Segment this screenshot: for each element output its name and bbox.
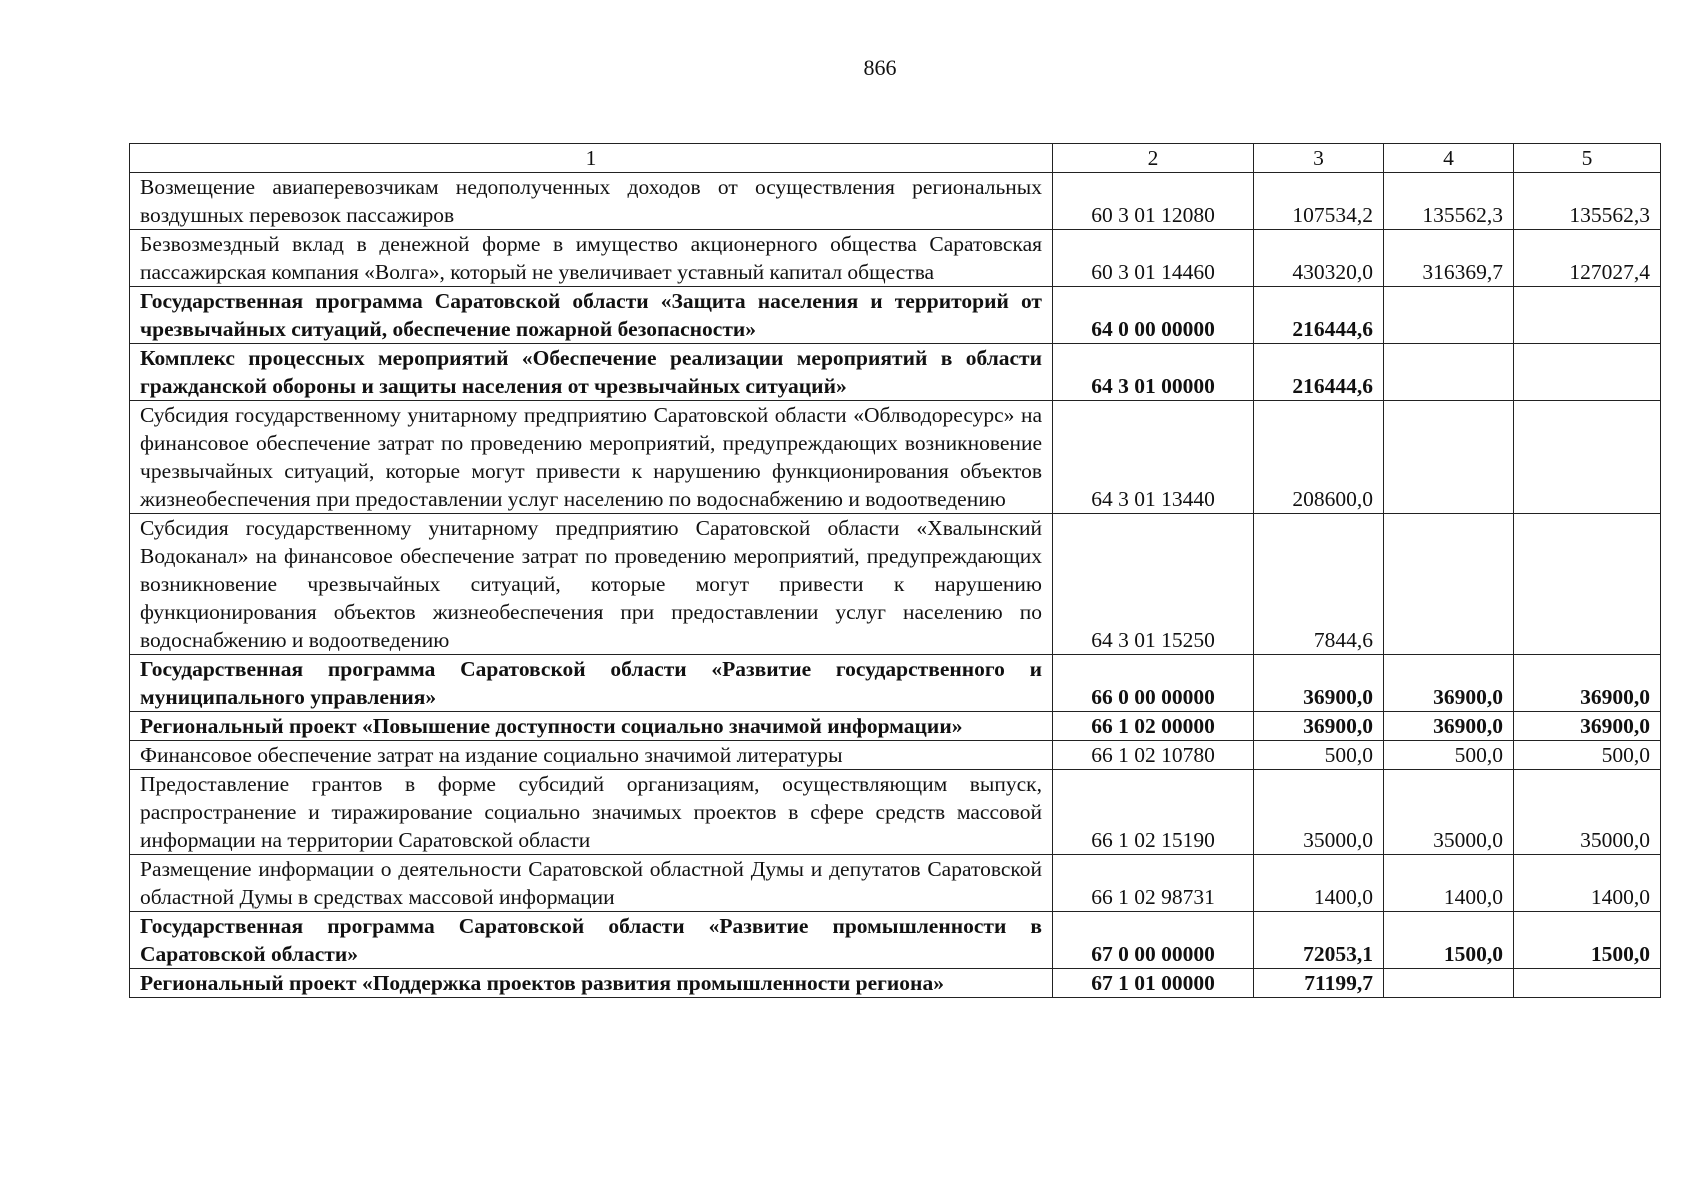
row-value-col5-cell: 1500,0 <box>1514 912 1661 969</box>
row-code-cell: 66 1 02 15190 <box>1053 770 1254 855</box>
row-name-cell: Государственная программа Саратовской области «Развитие государственного и муниципального управления» <box>130 655 1053 712</box>
row-name-cell: Предоставление грантов в форме субсидий организациям, осуществляющим выпуск, распространение и тиражирование социально значимых проектов в сфере средств массовой информации на территории Саратовской области <box>130 770 1053 855</box>
row-value-col5-cell: 36900,0 <box>1514 655 1661 712</box>
page-number: 866 <box>863 55 897 80</box>
row-value-col4-cell: 500,0 <box>1384 741 1514 770</box>
column-header-4: 4 <box>1384 144 1514 173</box>
row-value-col5-cell: 500,0 <box>1514 741 1661 770</box>
column-header-2: 2 <box>1053 144 1254 173</box>
row-value-col3-cell: 71199,7 <box>1254 969 1384 998</box>
row-value-col3-cell: 1400,0 <box>1254 855 1384 912</box>
row-value-col4-cell <box>1384 287 1514 344</box>
row-value-col3-cell: 7844,6 <box>1254 514 1384 655</box>
row-value-col3-cell: 107534,2 <box>1254 173 1384 230</box>
row-code-cell: 66 1 02 10780 <box>1053 741 1254 770</box>
table-row <box>130 855 1661 912</box>
row-name-cell: Финансовое обеспечение затрат на издание социально значимой литературы <box>130 741 1053 770</box>
row-value-col4-cell: 35000,0 <box>1384 770 1514 855</box>
row-value-col5-cell <box>1514 344 1661 401</box>
table-row <box>130 230 1661 287</box>
row-value-col3-cell: 35000,0 <box>1254 770 1384 855</box>
row-value-col3-cell: 430320,0 <box>1254 230 1384 287</box>
row-code-cell: 60 3 01 12080 <box>1053 173 1254 230</box>
column-header-1: 1 <box>130 144 1053 173</box>
row-name-cell: Субсидия государственному унитарному предприятию Саратовской области «Хвалынский Водоканал» на финансовое обеспечение затрат по проведению мероприятий, предупреждающих возникновение чрезвычайных ситуаций, которые могут привести к нарушению функционирования объектов жизнеобеспечения при предоставлении услуг населению по водоснабжению и водоотведению <box>130 514 1053 655</box>
row-value-col3-cell: 216444,6 <box>1254 344 1384 401</box>
column-header-5: 5 <box>1514 144 1661 173</box>
row-name-cell: Комплекс процессных мероприятий «Обеспечение реализации мероприятий в области гражданской обороны и защиты населения от чрезвычайных ситуаций» <box>130 344 1053 401</box>
table-row <box>130 770 1661 855</box>
table-row <box>130 173 1661 230</box>
row-code-cell: 64 3 01 15250 <box>1053 514 1254 655</box>
row-value-col4-cell: 1400,0 <box>1384 855 1514 912</box>
row-value-col4-cell <box>1384 969 1514 998</box>
row-value-col4-cell: 36900,0 <box>1384 655 1514 712</box>
table-row <box>130 514 1661 655</box>
table-row <box>130 712 1661 741</box>
table-header-row <box>130 144 1661 173</box>
table-row <box>130 912 1661 969</box>
row-name-cell: Размещение информации о деятельности Саратовской областной Думы и депутатов Саратовской областной Думы в средствах массовой информации <box>130 855 1053 912</box>
row-name-cell: Государственная программа Саратовской области «Развитие промышленности в Саратовской области» <box>130 912 1053 969</box>
row-name-cell: Государственная программа Саратовской области «Защита населения и территорий от чрезвычайных ситуаций, обеспечение пожарной безопасности» <box>130 287 1053 344</box>
row-value-col4-cell: 1500,0 <box>1384 912 1514 969</box>
row-value-col3-cell: 500,0 <box>1254 741 1384 770</box>
row-value-col3-cell: 72053,1 <box>1254 912 1384 969</box>
table-row <box>130 655 1661 712</box>
row-value-col5-cell <box>1514 514 1661 655</box>
row-code-cell: 64 0 00 00000 <box>1053 287 1254 344</box>
row-code-cell: 67 1 01 00000 <box>1053 969 1254 998</box>
row-code-cell: 66 1 02 00000 <box>1053 712 1254 741</box>
row-name-cell: Субсидия государственному унитарному предприятию Саратовской области «Облводоресурс» на финансовое обеспечение затрат по проведению мероприятий, предупреждающих возникновение чрезвычайных ситуаций, которые могут привести к нарушению функционирования объектов жизнеобеспечения при предоставлении услуг населению по водоснабжению и водоотведению <box>130 401 1053 514</box>
row-value-col4-cell: 135562,3 <box>1384 173 1514 230</box>
row-name-cell: Региональный проект «Повышение доступности социально значимой информации» <box>130 712 1053 741</box>
row-value-col4-cell: 316369,7 <box>1384 230 1514 287</box>
row-value-col5-cell: 127027,4 <box>1514 230 1661 287</box>
row-code-cell: 64 3 01 00000 <box>1053 344 1254 401</box>
row-value-col5-cell <box>1514 401 1661 514</box>
row-value-col5-cell: 35000,0 <box>1514 770 1661 855</box>
table-body <box>130 173 1661 998</box>
budget-table <box>129 143 1661 998</box>
table-row <box>130 401 1661 514</box>
row-name-cell: Возмещение авиаперевозчикам недополученных доходов от осуществления региональных воздушных перевозок пассажиров <box>130 173 1053 230</box>
row-value-col3-cell: 216444,6 <box>1254 287 1384 344</box>
row-name-cell: Региональный проект «Поддержка проектов развития промышленности региона» <box>130 969 1053 998</box>
row-code-cell: 66 1 02 98731 <box>1053 855 1254 912</box>
row-code-cell: 67 0 00 00000 <box>1053 912 1254 969</box>
row-value-col5-cell: 135562,3 <box>1514 173 1661 230</box>
row-value-col3-cell: 36900,0 <box>1254 712 1384 741</box>
row-name-cell: Безвозмездный вклад в денежной форме в имущество акционерного общества Саратовская пассажирская компания «Волга», который не увеличивает уставный капитал общества <box>130 230 1053 287</box>
row-value-col3-cell: 36900,0 <box>1254 655 1384 712</box>
row-value-col4-cell <box>1384 344 1514 401</box>
table-row <box>130 741 1661 770</box>
row-value-col5-cell: 36900,0 <box>1514 712 1661 741</box>
column-header-3: 3 <box>1254 144 1384 173</box>
row-value-col3-cell: 208600,0 <box>1254 401 1384 514</box>
row-code-cell: 60 3 01 14460 <box>1053 230 1254 287</box>
row-value-col4-cell <box>1384 514 1514 655</box>
row-code-cell: 64 3 01 13440 <box>1053 401 1254 514</box>
row-value-col5-cell <box>1514 969 1661 998</box>
row-code-cell: 66 0 00 00000 <box>1053 655 1254 712</box>
table-row <box>130 344 1661 401</box>
row-value-col5-cell <box>1514 287 1661 344</box>
table-row <box>130 287 1661 344</box>
row-value-col4-cell <box>1384 401 1514 514</box>
row-value-col5-cell: 1400,0 <box>1514 855 1661 912</box>
row-value-col4-cell: 36900,0 <box>1384 712 1514 741</box>
table-row <box>130 969 1661 998</box>
